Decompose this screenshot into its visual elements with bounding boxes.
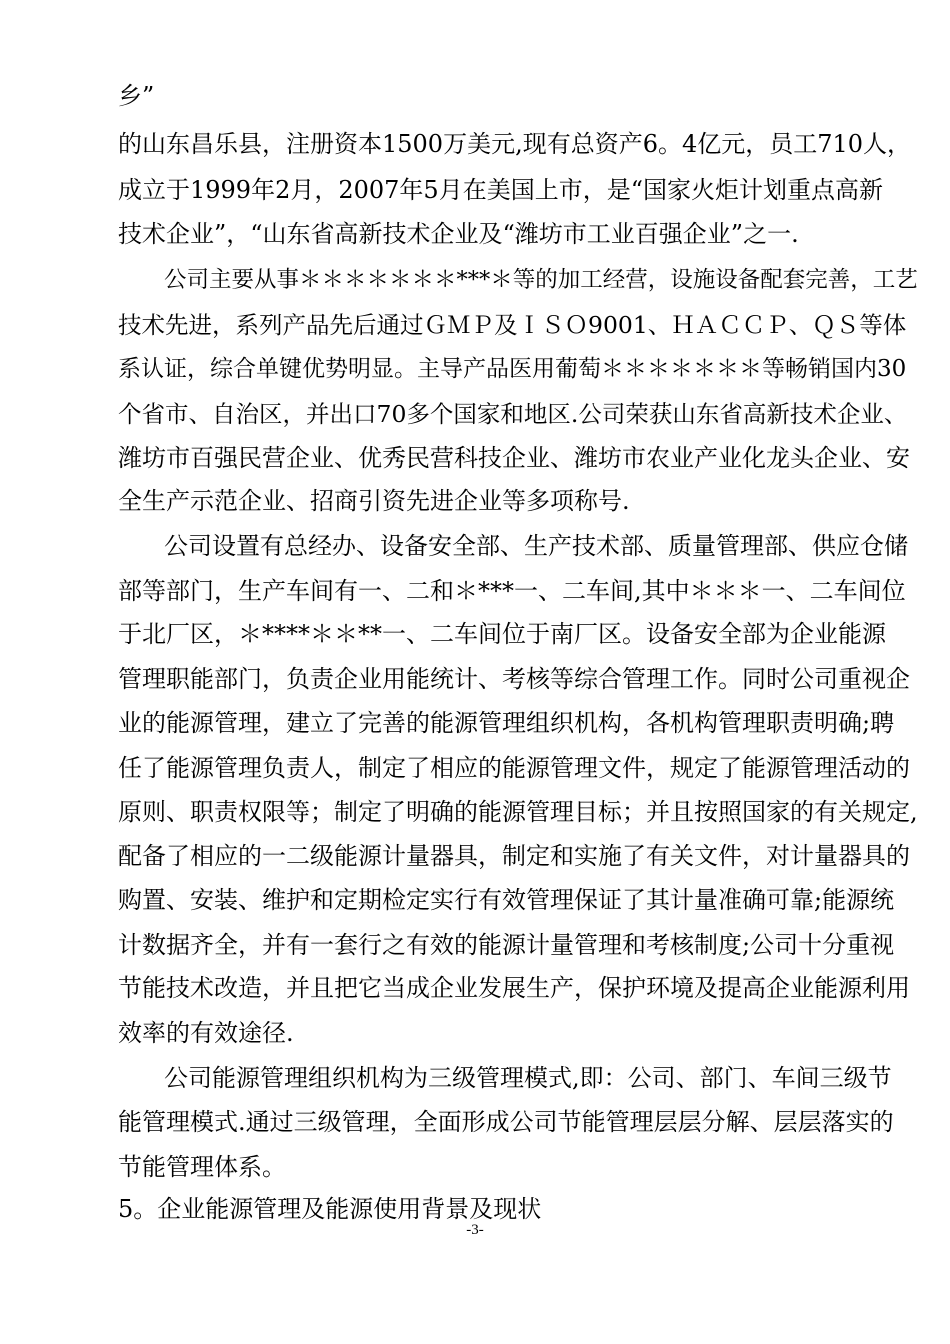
text-line: 能管理模式.通过三级管理，全面形成公司节能管理层层分解、层层落实的: [118, 1108, 894, 1136]
text-line: 任了能源管理负责人，制定了相应的能源管理文件，规定了能源管理活动的: [118, 754, 910, 782]
text-line: 系认证，综合单键优势明显。主导产品医用葡萄＊＊＊＊＊＊＊等畅销国内30: [118, 356, 907, 382]
section-heading: 5。企业能源管理及能源使用背景及现状: [118, 1195, 542, 1223]
text-line: 效率的有效途径.: [118, 1019, 294, 1047]
page-number: -3-: [466, 1222, 484, 1238]
text-line: 技术先进，系列产品先后通过ＧＭＰ及ＩＳＯ9001、ＨＡＣＣＰ、ＱＳ等体: [118, 311, 907, 339]
text-line: 成立于1999年2月，2007年5月在美国上市，是“国家火炬计划重点高新: [118, 176, 883, 204]
text-line: 业的能源管理，建立了完善的能源管理组织机构，各机构管理职责明确;聘: [118, 709, 895, 737]
text-line: 公司主要从事＊＊＊＊＊＊＊***＊等的加工经营，设施设备配套完善，工艺: [164, 267, 918, 293]
text-line: 部等部门，生产车间有一、二和＊***一、二车间,其中＊＊＊一、二车间位: [118, 577, 906, 605]
text-line: 潍坊市百强民营企业、优秀民营科技企业、潍坊市农业产业化龙头企业、安: [118, 444, 910, 472]
text-line: 技术企业”，“山东省高新技术企业及“潍坊市工业百强企业”之一.: [118, 220, 799, 248]
text-line: 购置、安装、维护和定期检定实行有效管理保证了其计量准确可靠;能源统: [118, 886, 895, 914]
text-line: 节能技术改造，并且把它当成企业发展生产，保护环境及提高企业能源利用: [118, 974, 910, 1002]
text-line: 的山东昌乐县，注册资本1500万美元,现有总资产6。4亿元，员工710人，: [118, 130, 912, 158]
text-line: 管理职能部门，负责企业用能统计、考核等综合管理工作。同时公司重视企: [118, 665, 910, 693]
text-line: 公司能源管理组织机构为三级管理模式,即：公司、部门、车间三级节: [164, 1064, 892, 1092]
text-line: 公司设置有总经办、设备安全部、生产技术部、质量管理部、供应仓储: [164, 532, 908, 560]
text-line: 计数据齐全，并有一套行之有效的能源计量管理和考核制度;公司十分重视: [118, 931, 895, 959]
text-line: 节能管理体系。: [118, 1153, 286, 1181]
text-line: 配备了相应的一二级能源计量器具，制定和实施了有关文件，对计量器具的: [118, 842, 910, 870]
text-line: 全生产示范企业、招商引资先进企业等多项称号.: [118, 487, 630, 515]
text-line: 原则、职责权限等；制定了明确的能源管理目标；并且按照国家的有关规定,: [118, 798, 918, 826]
text-line: 个省市、自治区，并出口70多个国家和地区.公司荣获山东省高新技术企业、: [118, 400, 908, 428]
text-line: 于北厂区，＊****＊＊**一、二车间位于南厂区。设备安全部为企业能源: [118, 620, 886, 648]
text-line: 乡”: [118, 82, 155, 110]
